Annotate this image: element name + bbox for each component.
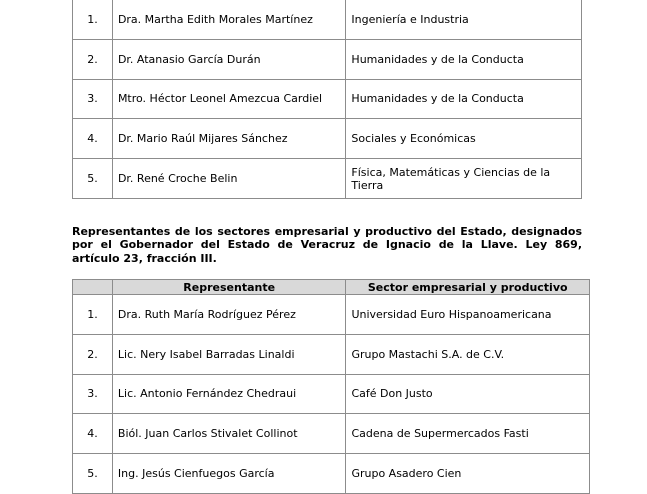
member-area: Física, Matemáticas y Ciencias de la Tierra xyxy=(346,159,582,199)
table-row xyxy=(73,414,590,454)
row-number: 4. xyxy=(73,414,113,454)
header-number xyxy=(73,280,113,295)
representative-sector: Universidad Euro Hispanoamericana xyxy=(346,295,590,335)
member-area: Sociales y Económicas xyxy=(346,119,582,159)
table-row xyxy=(73,0,582,39)
table-row xyxy=(73,159,582,199)
row-number: 3. xyxy=(73,79,113,119)
member-area: Humanidades y de la Conducta xyxy=(346,79,582,119)
row-number: 5. xyxy=(73,454,113,494)
table-row xyxy=(73,119,582,159)
member-area: Humanidades y de la Conducta xyxy=(346,39,582,79)
row-number: 3. xyxy=(73,374,113,414)
member-name: Dr. René Croche Belin xyxy=(112,159,345,199)
row-number: 1. xyxy=(73,0,113,39)
table-header-row xyxy=(73,280,590,295)
representative-sector: Grupo Mastachi S.A. de C.V. xyxy=(346,334,590,374)
member-name: Dr. Mario Raúl Mijares Sánchez xyxy=(112,119,345,159)
table-row xyxy=(73,39,582,79)
row-number: 5. xyxy=(73,159,113,199)
row-number: 4. xyxy=(73,119,113,159)
row-number: 1. xyxy=(73,295,113,335)
table-row xyxy=(73,374,590,414)
member-name: Mtro. Héctor Leonel Amezcua Cardiel xyxy=(112,79,345,119)
representative-sector: Grupo Asadero Cien xyxy=(346,454,590,494)
member-area: Ingeniería e Industria xyxy=(346,0,582,39)
representative-name: Ing. Jesús Cienfuegos García xyxy=(112,454,346,494)
section-paragraph: Representantes de los sectores empresarial y productivo del Estado, designados por el Gobernador del Estado de Veracruz de Ignacio de la Llave. Ley 869, artículo 23, fracción III. xyxy=(72,225,582,265)
representative-name: Dra. Ruth María Rodríguez Pérez xyxy=(112,295,346,335)
row-number: 2. xyxy=(73,39,113,79)
representative-sector: Café Don Justo xyxy=(346,374,590,414)
academic-members-table xyxy=(72,0,582,199)
table-row xyxy=(73,295,590,335)
representative-sector: Cadena de Supermercados Fasti xyxy=(346,414,590,454)
table-row xyxy=(73,79,582,119)
header-sector: Sector empresarial y productivo xyxy=(346,280,590,295)
row-number: 2. xyxy=(73,334,113,374)
member-name: Dr. Atanasio García Durán xyxy=(112,39,345,79)
table-row xyxy=(73,454,590,494)
business-representatives-table xyxy=(72,279,590,494)
representative-name: Lic. Nery Isabel Barradas Linaldi xyxy=(112,334,346,374)
table-row xyxy=(73,334,590,374)
representative-name: Lic. Antonio Fernández Chedraui xyxy=(112,374,346,414)
representative-name: Biól. Juan Carlos Stivalet Collinot xyxy=(112,414,346,454)
header-representative: Representante xyxy=(112,280,346,295)
member-name: Dra. Martha Edith Morales Martínez xyxy=(112,0,345,39)
